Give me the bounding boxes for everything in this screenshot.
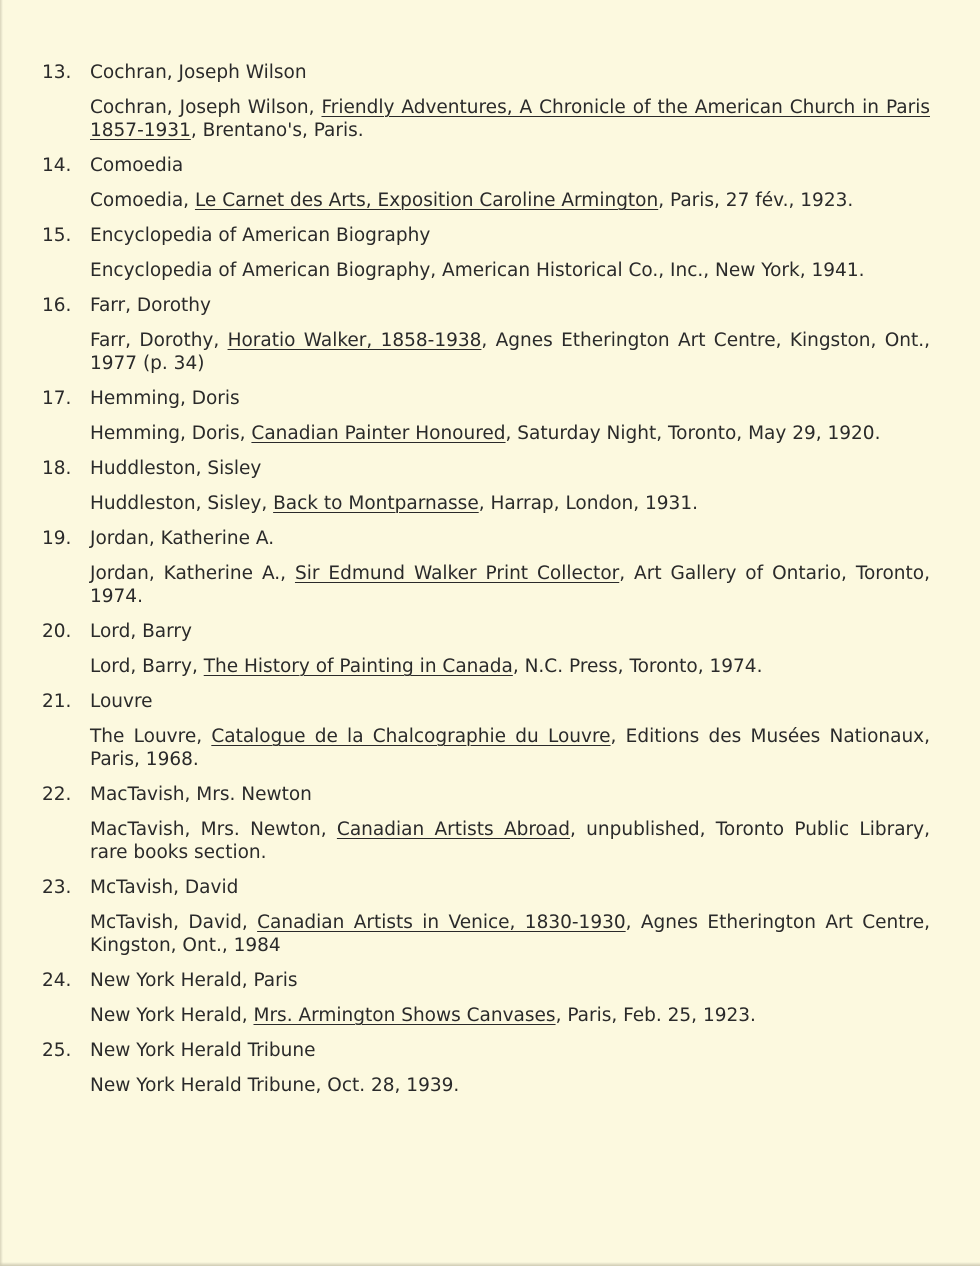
citation-details: , Editions des Musées Nationaux, Paris, 1968. [90, 726, 931, 770]
citation-author: MacTavish, Mrs. Newton, [90, 819, 337, 840]
citation-author: Comoedia, [90, 190, 195, 211]
entry-number: 21. [42, 691, 72, 712]
entry-heading [42, 527, 930, 551]
entry-number: 15. [42, 225, 72, 246]
citation-title: Friendly Adventures, A Chronicle of the American Church in Paris 1857-1931 [90, 97, 930, 141]
entry-heading-name: Cochran, Joseph Wilson [90, 62, 307, 83]
entry-heading-name: Huddleston, Sisley [90, 458, 262, 479]
entry-citation [90, 1004, 930, 1027]
entry-citation [90, 655, 930, 678]
entry-heading-name: New York Herald, Paris [90, 970, 298, 991]
bibliography-entry [42, 620, 930, 678]
citation-text: Encyclopedia of American Biography, American Historical Co., Inc., New York, 1941. [90, 260, 865, 281]
citation-details: , Paris, Feb. 25, 1923. [555, 1005, 756, 1026]
citation-title: Back to Montparnasse [273, 493, 479, 514]
entry-citation [90, 329, 930, 375]
entry-citation [90, 562, 930, 608]
entry-heading-name: MacTavish, Mrs. Newton [90, 784, 312, 805]
entry-number: 23. [42, 877, 72, 898]
entry-heading [42, 690, 930, 714]
entry-number: 20. [42, 621, 72, 642]
entry-heading-name: New York Herald Tribune [90, 1040, 316, 1061]
entry-heading-name: Hemming, Doris [90, 388, 240, 409]
citation-title: Canadian Artists in Venice, 1830-1930 [257, 912, 626, 933]
entry-number: 14. [42, 155, 72, 176]
entry-number: 16. [42, 295, 72, 316]
entry-citation [90, 259, 930, 282]
entry-heading-name: Louvre [90, 691, 153, 712]
entry-number: 25. [42, 1040, 72, 1061]
citation-author: New York Herald, [90, 1005, 254, 1026]
entry-citation [90, 725, 930, 771]
citation-title: Le Carnet des Arts, Exposition Caroline Armington [194, 190, 659, 211]
entry-heading-name: Lord, Barry [90, 621, 192, 642]
page-bottom-edge-shadow [0, 1262, 980, 1266]
citation-author: Hemming, Doris, [90, 423, 252, 444]
citation-title: Canadian Artists Abroad [336, 819, 570, 840]
citation-author: Cochran, Joseph Wilson, [90, 97, 322, 118]
citation-title: Canadian Painter Honoured [251, 423, 506, 444]
citation-title: Horatio Walker, 1858-1938 [227, 330, 482, 351]
citation-details: , Brentano's, Paris. [190, 120, 364, 141]
entry-number: 24. [42, 970, 72, 991]
entry-number: 17. [42, 388, 72, 409]
entry-heading [42, 620, 930, 644]
entry-heading [42, 61, 930, 85]
entry-heading [42, 224, 930, 248]
entry-heading [42, 1039, 930, 1063]
entry-citation [90, 818, 930, 864]
citation-details: , Saturday Night, Toronto, May 29, 1920. [505, 423, 881, 444]
bibliography-entry [42, 783, 930, 864]
entry-citation [90, 96, 930, 142]
bibliography-entry [42, 969, 930, 1027]
citation-author: The Louvre, [90, 726, 212, 747]
citation-details: , Paris, 27 fév., 1923. [658, 190, 854, 211]
citation-details: , unpublished, Toronto Public Library, rare books section. [90, 819, 930, 863]
entry-heading [42, 783, 930, 807]
entry-heading [42, 294, 930, 318]
entry-heading-name: Encyclopedia of American Biography [90, 225, 431, 246]
bibliography-entry [42, 61, 930, 142]
entry-number: 22. [42, 784, 72, 805]
bibliography-entry [42, 1039, 930, 1097]
bibliography-entry [42, 527, 930, 608]
citation-details: , Agnes Etherington Art Centre, Kingston, Ont., 1984 [90, 912, 930, 956]
bibliography-entry [42, 876, 930, 957]
bibliography-entry [42, 224, 930, 282]
entry-heading [42, 457, 930, 481]
citation-author: Farr, Dorothy, [90, 330, 228, 351]
entry-heading [42, 969, 930, 993]
entry-heading-name: Farr, Dorothy [90, 295, 211, 316]
citation-details: , Agnes Etherington Art Centre, Kingston, Ont., 1977 (p. 34) [90, 330, 930, 374]
citation-title: Mrs. Armington Shows Canvases [253, 1005, 556, 1026]
entry-number: 19. [42, 528, 72, 549]
bibliography-entry [42, 690, 930, 771]
entry-citation [90, 492, 930, 515]
entry-citation [90, 189, 930, 212]
entry-heading-name: Comoedia [90, 155, 184, 176]
entry-citation [90, 911, 930, 957]
bibliography-entry [42, 387, 930, 445]
bibliography-entry [42, 294, 930, 375]
entry-heading [42, 387, 930, 411]
bibliography-entry [42, 457, 930, 515]
citation-details: , Harrap, London, 1931. [478, 493, 698, 514]
citation-title: Catalogue de la Chalcographie du Louvre [211, 726, 611, 747]
citation-title: Sir Edmund Walker Print Collector [294, 563, 620, 584]
entry-citation [90, 422, 930, 445]
citation-author: Jordan, Katherine A., [90, 563, 295, 584]
citation-details: , N.C. Press, Toronto, 1974. [512, 656, 763, 677]
entry-heading [42, 876, 930, 900]
page-left-edge-shadow [0, 0, 3, 1266]
citation-author: Huddleston, Sisley, [90, 493, 274, 514]
entry-number: 13. [42, 62, 72, 83]
entry-citation [90, 1074, 930, 1097]
citation-text: New York Herald Tribune, Oct. 28, 1939. [90, 1075, 460, 1096]
citation-details: , Art Gallery of Ontario, Toronto, 1974. [90, 563, 930, 607]
entry-heading [42, 154, 930, 178]
bibliography-entry [42, 154, 930, 212]
entry-heading-name: Jordan, Katherine A. [90, 528, 275, 549]
entry-heading-name: McTavish, David [90, 877, 239, 898]
entry-number: 18. [42, 458, 72, 479]
citation-author: Lord, Barry, [90, 656, 204, 677]
citation-title: The History of Painting in Canada [203, 656, 513, 677]
citation-author: McTavish, David, [90, 912, 258, 933]
